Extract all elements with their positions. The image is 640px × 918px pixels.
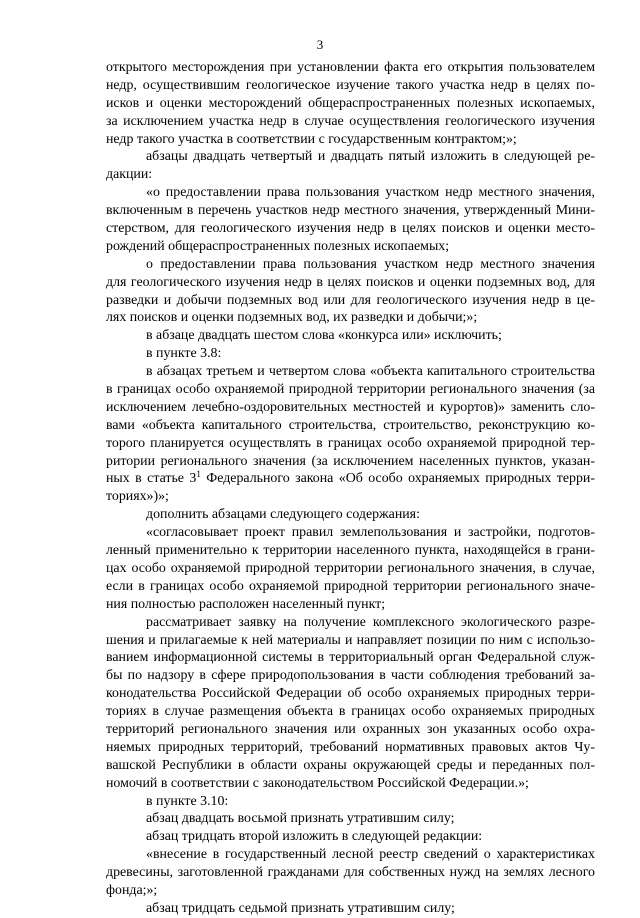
text-segment: ванием информационной системы в территориальный орган Федеральной служ- — [106, 650, 595, 666]
text-segment: вашской Республики в области охраны окружающей среды и переданных пол- — [106, 757, 595, 773]
text-segment: исков и оценки месторождений общераспространенных полезных ископаемых, — [106, 95, 595, 111]
text-line — [106, 560, 595, 578]
text-segment: цах особо охраняемой природной территории регионального значения, в случае, — [106, 560, 595, 576]
text-line — [106, 309, 595, 327]
text-line — [106, 900, 595, 918]
text-line — [106, 632, 595, 650]
text-line — [106, 399, 595, 417]
text-line — [106, 846, 595, 864]
text-segment: для геологического изучения недр в целях поисков и оценки подземных вод, для — [106, 274, 595, 290]
text-line — [106, 435, 595, 453]
text-line — [106, 739, 595, 757]
text-segment: абзацы двадцать четвертый и двадцать пятый изложить в следующей ре- — [146, 149, 595, 165]
superscript: 1 — [196, 469, 201, 480]
text-segment: шения и прилагаемые к ней материалы и направляет позиции по ним с использо- — [106, 632, 595, 648]
text-line — [106, 256, 595, 274]
text-line — [106, 488, 595, 506]
text-line — [106, 506, 595, 524]
text-segment: лях поисков и оценки подземных вод, их разведки и добычи;»; — [106, 310, 478, 326]
text-line — [106, 417, 595, 435]
text-line — [106, 238, 595, 256]
text-line — [106, 381, 595, 399]
text-line — [106, 828, 595, 846]
text-segment: в границах особо охраняемой природной территории регионального значения (за — [106, 382, 595, 398]
text-line — [106, 649, 595, 667]
text-line — [106, 578, 595, 596]
text-segment: рождений общераспространенных полезных ископаемых; — [106, 238, 450, 254]
text-segment: фонда;»; — [106, 882, 158, 898]
text-segment: ториях»)»; — [106, 489, 169, 505]
text-line — [106, 775, 595, 793]
text-segment: в пункте 3.10: — [146, 793, 229, 809]
text-segment: включенным в перечень участков недр местного значения, утвержденный Мини- — [106, 203, 595, 219]
text-line — [106, 327, 595, 345]
text-line — [106, 166, 595, 184]
text-segment: о предоставлении права пользования участком недр местного значения — [146, 256, 595, 272]
text-line — [106, 524, 595, 542]
text-line — [106, 292, 595, 310]
document-body — [106, 59, 595, 918]
text-line — [106, 667, 595, 685]
text-segment: няемых природных территорий, требований нормативных правовых актов Чу- — [106, 739, 595, 755]
text-segment: ния полностью расположен населенный пункт; — [106, 596, 386, 612]
text-segment: вами «объекта капитального строительства, строительство, реконструкцию ко- — [106, 417, 595, 433]
text-segment: древесины, заготовленной гражданами для собственных нужд на землях лесного — [106, 865, 595, 881]
text-segment: открытого месторождения при установлении факта его открытия пользователем — [106, 60, 595, 75]
text-segment: в абзацах третьем и четвертом слова «объекта капитального строительства — [146, 364, 595, 380]
text-line — [106, 757, 595, 775]
text-line — [106, 59, 595, 77]
text-segment: дакции: — [106, 167, 153, 183]
page-number: 3 — [316, 37, 324, 52]
text-segment: «внесение в государственный лесной реестр сведений о характеристиках — [146, 847, 595, 863]
text-segment: разведки и добычи подземных вод или для геологического изучения недр в це- — [106, 292, 595, 308]
text-line — [106, 131, 595, 149]
text-segment: «о предоставлении права пользования участком недр местного значения, — [146, 185, 595, 201]
text-segment: в пункте 3.8: — [146, 346, 222, 362]
text-segment: исключением лечебно-оздоровительных местностей и курортов)» заменить сло- — [106, 399, 595, 415]
text-line — [106, 793, 595, 811]
text-line — [106, 685, 595, 703]
text-line — [106, 148, 595, 166]
text-line — [106, 95, 595, 113]
text-line — [106, 77, 595, 95]
text-line — [106, 453, 595, 471]
text-line — [106, 363, 595, 381]
text-line — [106, 113, 595, 131]
text-segment: абзац тридцать второй изложить в следующей редакции: — [146, 829, 483, 845]
text-line — [106, 345, 595, 363]
text-segment: территорий регионального значения или охранных зон указанных особо охра- — [106, 721, 595, 737]
text-segment: ных в статье 3 — [106, 471, 197, 487]
text-segment: за исключением участка недр в случае осуществления геологического изучения — [106, 113, 595, 129]
text-line — [106, 721, 595, 739]
text-segment: стерством, для геологического изучения недр в целях поисков и оценки место- — [106, 221, 595, 237]
text-segment: недр такого участка в соответствии с государственным контрактом;»; — [106, 131, 517, 147]
text-line — [106, 184, 595, 202]
text-segment: абзац двадцать восьмой признать утратившим силу; — [146, 811, 455, 827]
text-line — [106, 614, 595, 632]
text-segment: недр, осуществившим геологическое изучение такого участка недр в целях по- — [106, 77, 595, 93]
text-line — [106, 864, 595, 882]
text-segment: дополнить абзацами следующего содержания: — [146, 507, 420, 523]
text-line — [106, 542, 595, 560]
text-line — [106, 882, 595, 900]
text-segment: «согласовывает проект правил землепользования и застройки, подготов- — [146, 525, 595, 541]
text-line — [106, 274, 595, 292]
text-segment: в абзаце двадцать шестом слова «конкурса или» исключить; — [146, 328, 502, 344]
text-segment: ритории регионального значения (за исключением населенных пунктов, указан- — [106, 453, 595, 469]
text-segment: конодательства Российской Федерации об особо охраняемых природных терри- — [106, 686, 595, 702]
text-line — [106, 470, 595, 488]
text-segment: если в границах особо охраняемой природной территории регионального значе- — [106, 578, 595, 594]
text-line — [106, 703, 595, 721]
text-line — [106, 810, 595, 828]
text-segment: абзац тридцать седьмой признать утратившим силу; — [146, 900, 455, 916]
text-segment: рассматривает заявку на получение комплексного экологического разре- — [146, 614, 595, 630]
text-line — [106, 202, 595, 220]
text-segment: торого планируется осуществлять в границах особо охраняемой природной тер- — [106, 435, 595, 451]
text-line — [106, 220, 595, 238]
text-segment: Федерального закона «Об особо охраняемых природных терри- — [200, 471, 595, 487]
text-segment: ленный применительно к территории населенного пункта, находящейся в грани- — [106, 543, 595, 559]
text-line — [106, 596, 595, 614]
text-segment: номочий в соответствии с законодательством Российской Федерации.»; — [106, 775, 529, 791]
text-segment: бы по надзору в сфере природопользования в части соблюдения требований за- — [106, 668, 595, 684]
text-segment: ториях в случае размещения объекта в границах особо охраняемых природных — [106, 704, 595, 720]
